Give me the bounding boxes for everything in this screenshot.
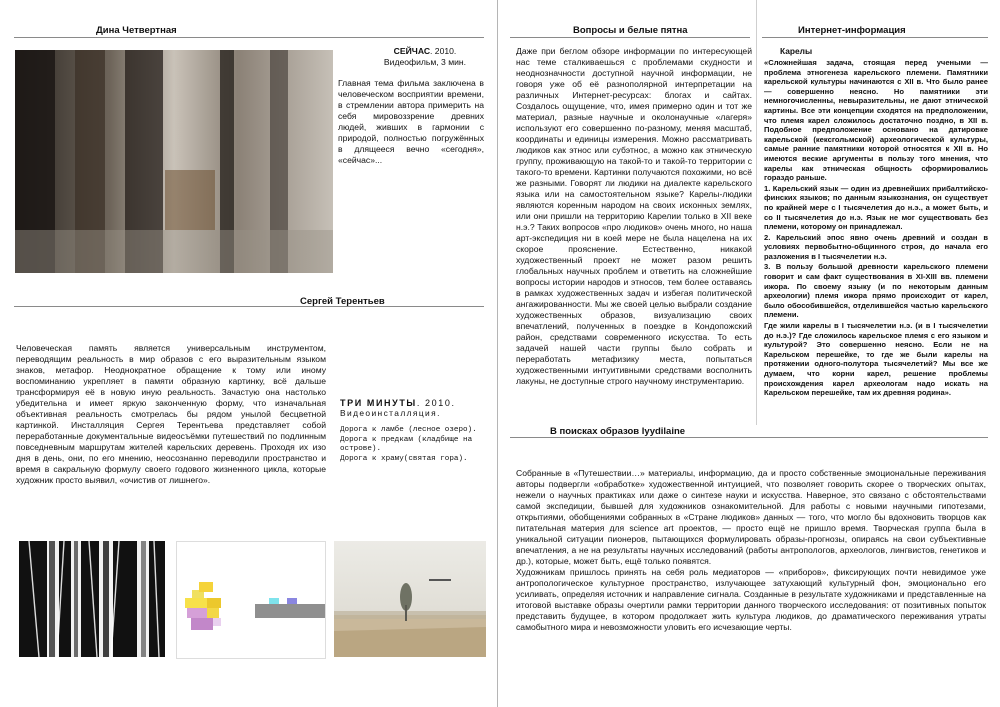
field-landscape-image: [334, 541, 486, 657]
installation-caption: [340, 398, 490, 464]
road-line: Дорога к ламбе (лесное озеро).: [340, 426, 477, 434]
images-paragraph: Художникам пришлось принять на себя роль медиаторов — «приборов», фиксирующих почти невидимое уже антропологическое культурное пространство, излучающее затухающий культурный фон, эмоционально его усиливать, определяя источник и направление сигнала. Созданные в результате художниками и представленные на итоговой выставке образы очертили рамки территории данного творческого исследования: от позитивных попыток представить будущее, в котором продолжает жить культура людиков, до драматического переживания утраты самобытного мира и невозможности уловить его исчезающие черты.: [516, 567, 986, 632]
section-header-questions: Вопросы и белые пятна: [573, 25, 688, 36]
quote-paragraph: Где жили карелы в I тысячелетии н.э. (и в I тысячелетии до н.э.)? Где сложилось карельское племя с его языком и культурой? Это совершенно неясно. Если не на Карельском перешейке, то где же были карелы на протяжении одного-полутора тысячелетий? Мы все же думаем, что корни карел, решение проблемы происхождения карел археологам надо искать на Карельском перешейке, там их древняя родина».: [764, 321, 988, 398]
quote-paragraph: «Сложнейшая задача, стоящая перед учеными — проблема этногенеза карельского племени. Памятники карельской культуры начинаются с XII в. Что было ранее — совершенно неясно. Но памятники эти немногочисленны, невыразительны, не дают этнической картины. Все эти концепции сходятся на предположении, что племя карел сложилось достаточно поздно, в XII в. Подобное предположение основано на датировке карельской (кексгольмской) археологической культуры, самые ранние памятники которой относятся к XII в. Но имеются веские аргументы в пользу того мнения, что карелы как этническая общность сформировались гораздо раньше.: [764, 58, 988, 183]
film-caption: [370, 46, 480, 68]
karelians-quote: [764, 58, 988, 399]
karelians-subtitle: Карелы: [780, 46, 813, 56]
author-header-dina: Дина Четвертная: [96, 25, 177, 36]
header-rule: [762, 37, 988, 38]
section-header-internet: Интернет-информация: [798, 25, 906, 36]
film-type: Видеофильм, 3 мин.: [383, 57, 467, 67]
page-spine: [497, 0, 498, 707]
pixel-collage-image: [176, 541, 326, 659]
column-divider: [756, 0, 757, 425]
road-line: Дорога к храму(святая гора).: [340, 454, 468, 463]
images-paragraph: Собранные в «Путешествии…» материалы, информацию, да и просто собственные эмоциональные переживания авторы подвергли «обработке» художественной интуицией, что позволяет говорить скорее о творческих опытах, нежели о научных практиках или даже о синтезе науки и искусства. Наверное, это связано с обстоятельствами самой экспедиции, бывшей для художников ознакомительной. Для работы с новыми научными гипотезами, открытиями, обобщениями собранных в «Стране людиков» данных — того, что могло бы вдохновить творцов как питательная материя для science art проектов, — просто ещё не пришло время. Творческая группа была в уникальной ситуации пионеров, пытающихся формулировать образы-прогнозы, опираясь на свои субъективные впечатления, а не на результаты научных исследований (работы антропологов, археологов, лингвистов, генетиков и др.), которые, может быть, ещё только появятся.: [516, 468, 986, 566]
installation-year: . 2010.: [416, 398, 456, 408]
author-header-sergey: Сергей Терентьев: [300, 296, 385, 307]
film-description: Главная тема фильма заключена в человеческом восприятии времени, в стремлении автора примерить на себя мировоззрение древних людей, живших в гармонии с природой, полностью погружённых в длящееся вечно «сегодня», «сейчас»...: [338, 78, 484, 165]
header-rule: [14, 306, 484, 307]
questions-essay: Даже при беглом обзоре информации по интересующей нас теме сталкиваешься с проблемами скудности и неоднозначности доступной научной информации, не говоря уже об её разнополярной интерпретации на различных Интернет-ресурсах: блогах и сайтах. Создалось ощущение, что, имея примерно один и тот же материал, разные научные и околонаучные «лагеря» используют его совершенно по-разному, меняя масштаб, координаты и единицы измерения. Можно рассматривать людиков как этнос или субэтнос, а можно как этническую группу, проживающую на такой-то и такой-то территории с такого-то времени. Картинки получаются похожими, но всё же разными. Говорят ли людики на диалекте карельского языка или на самостоятельном языке? Карелы-людики являются коренным народом на своих исконных землях, или они пришли на территорию Карелии только в XII веке н.э.? Таких вопросов «про людиков» очень много, но наша арт-экспедиция ни в коей мере не была нацелена на их скорое прояснение. Естественно, никакой художественный проект не может разом решить глобальных научных проблем и ответить на сложнейшие вопросы истории народов и этносов, тем более оставаясь в рамках художественных задач и избегая политической ангажированности. Мы же своей целью выбрали создание художественных образов, визуализацию своих впечатлений, полученных в поездке в Кондопожский район, средствами современного искусства. То есть задачей нашей части группы было собрать и переработать метафизику места, попытаться художественными интуитивными средствами восполнить лакуны, не доступные строго научному инструментарию.: [516, 46, 752, 386]
quote-paragraph: 3. В пользу большой древности карельского племени говорит и сам факт существования в XI-XIII вв. племени ижора. По своему языку (и по некоторым данным археологии) племя ижора прямо происходит от карел, было обособившейся, отделившейся частью карельского племени.: [764, 262, 988, 320]
header-rule: [510, 37, 750, 38]
header-rule: [510, 437, 988, 438]
installation-title: ТРИ МИНУТЫ: [340, 398, 417, 408]
film-still-image: [15, 50, 333, 273]
installation-type: Видеоинсталляция.: [340, 408, 441, 418]
quote-paragraph: 1. Карельский язык — один из древнейших прибалтийско-финских языков; по данным языкознания, он существует по крайней мере с I тысячелетия до н.э., а может быть, и со II тысячелетия до н.э. Язык не мог существовать без племени, которому он принадлежал.: [764, 183, 988, 232]
section-header-images: В поисках образов lyydilaine: [550, 426, 686, 437]
header-rule: [14, 37, 484, 38]
film-title: СЕЙЧАС: [393, 46, 431, 56]
film-year: . 2010.: [430, 46, 457, 56]
road-line: Дорога к предкам (кладбище на острове).: [340, 435, 473, 454]
quote-paragraph: 2. Карельский эпос явно очень древний и создан в условиях первобытно-общинного строя, до начала его разложения в I тысячелетии н.э.: [764, 232, 988, 261]
images-essay: [516, 468, 986, 633]
bw-forest-image: [19, 541, 165, 657]
memory-essay: Человеческая память является универсальным инструментом, переводящим реальность в мир образов с его выразительным языком знаков, метафор. Неоднократное обращение к тому или иному воспоминанию укрепляет в памяти образную картинку, всё дальше трансформируя её в новую иную реальность. Зачастую она настолько убедительна и имеет яркую законченную форму, что изначальная объективная реальность смотрелась бы рядом унылой бесцветной картинкой. Инсталляция Сергея Терентьева представляет собой переработанные документальные видеосъёмки путешествий по подлинным повседневным маршрутам жителей карельских деревень. Проходя их изо дня в день, они, по его мнению, неосознанно переводили пространство и время в сакральную формулу своего годового жизненного цикла, которые художник просто выявил, «очистив от лишнего».: [16, 343, 326, 485]
road-lines: [340, 426, 490, 464]
